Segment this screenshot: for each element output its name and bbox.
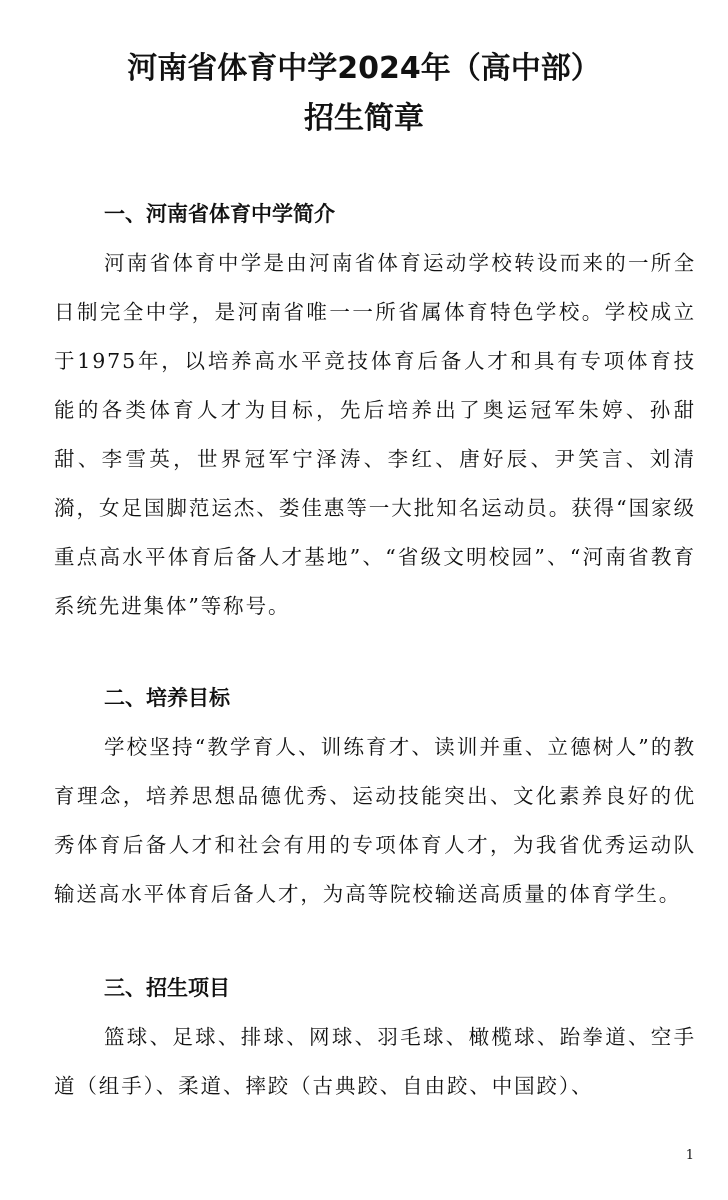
section-body-enrollment-programs: 篮球、足球、排球、网球、羽毛球、橄榄球、跆拳道、空手道（组手）、柔道、摔跤（古典跤、自由跤、中国跤）、 — [54, 1025, 696, 1098]
section-heading-introduction: 一、河南省体育中学简介 — [104, 202, 335, 226]
document-title-line-2: 招生简章 — [304, 101, 424, 136]
section-body-introduction: 河南省体育中学是由河南省体育运动学校转设而来的一所全日制完全中学，是河南省唯一一所省属体育特色学校。学校成立于1975年，以培养高水平竞技体育后备人才和具有专项体育技能的各类体育人才为目标，先后培养出了奥运冠军朱婷、孙甜甜、李雪英，世界冠军宁泽涛、李红、唐好辰、尹笑言、刘清漪，女足国脚范运杰、娄佳惠等一大批知名运动员。获得“国家级重点高水平体育后备人才基地”、“省级文明校园”、“河南省教育系统先进集体”等称号。 — [54, 251, 696, 618]
page-number: 1 — [685, 1148, 694, 1163]
section-heading-enrollment-programs: 三、招生项目 — [104, 976, 230, 1000]
document-title-line-1: 河南省体育中学2024年（高中部） — [127, 51, 601, 86]
section-heading-training-goals: 二、培养目标 — [104, 686, 230, 710]
section-body-training-goals: 学校坚持“教学育人、训练育才、读训并重、立德树人”的教育理念，培养思想品德优秀、运动技能突出、文化素养良好的优秀体育后备人才和社会有用的专项体育人才，为我省优秀运动队输送高水平体育后备人才，为高等院校输送高质量的体育学生。 — [54, 735, 696, 906]
